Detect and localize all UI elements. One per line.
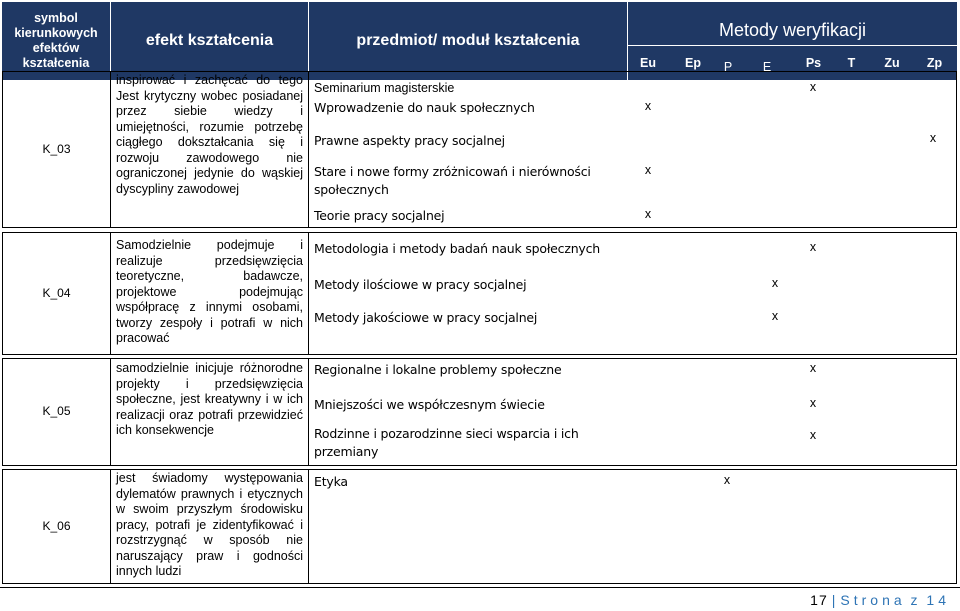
cell-divider	[308, 469, 309, 584]
subject-name: Rodzinne i pozarodzinne sieci wsparcia i ich przemiany	[314, 426, 579, 459]
header-symbol-label: symbol kierunkowych efektów kształcenia	[14, 11, 98, 70]
subject-name: Regionalne i lokalne problemy społeczne	[314, 362, 562, 377]
subject-name: Etyka	[314, 474, 348, 489]
subject-name: Metody ilościowe w pracy socjalnej	[314, 277, 527, 292]
verification-mark: x	[644, 207, 652, 221]
header-method-label: P	[723, 60, 733, 74]
cell-divider	[308, 232, 309, 355]
verification-mark: x	[771, 309, 779, 323]
effect-description: Samodzielnie podejmuje i realizuje przedsięwzięcia teoretyczne, badawcze, projektowe podejmując współpracę z innymi osobami, tworzy zespoły i potrafi w nich pracować	[116, 238, 303, 345]
header-method-label: T	[847, 56, 856, 70]
header-method-label: E	[762, 60, 772, 74]
cell-divider	[110, 232, 111, 355]
page-number: 17	[810, 592, 828, 608]
cell-divider	[110, 71, 111, 228]
subject-name: Stare i nowe formy zróżnicowań i nierówności społecznych	[314, 164, 591, 197]
verification-mark: x	[644, 99, 652, 113]
verification-mark: x	[809, 396, 817, 410]
verification-mark: x	[809, 80, 817, 94]
effect-description: jest świadomy występowania dylematów prawnych i etycznych w swoim przyszłym środowisku pracy, potrafi je zidentyfikować i rozstrzygnąć w sposób nie naruszający praw i godności innych ludzi	[116, 471, 303, 578]
footer-label: Strona	[840, 592, 906, 608]
effect-description: samodzielnie inicjuje różnorodne projekty i przedsięwzięcia społeczne, jest kreatywny i w ich realizacji oraz potrafi przewidzieć ich konsekwencje	[116, 361, 303, 437]
verification-mark: x	[809, 240, 817, 254]
cell-divider	[308, 358, 309, 466]
header-method-label: Eu	[640, 56, 656, 70]
subject-name: Mniejszości we współczesnym świecie	[314, 397, 545, 412]
verification-mark: x	[771, 276, 779, 290]
header-efekt-label: efekt kształcenia	[145, 32, 274, 49]
verification-mark: x	[723, 473, 731, 487]
header-method-label: Zp	[926, 56, 943, 70]
header-method-label: Zu	[884, 56, 900, 70]
header-przedmiot	[309, 2, 627, 80]
verification-mark: x	[929, 131, 937, 145]
effect-symbol: K_06	[42, 518, 71, 533]
page-footer	[810, 592, 950, 608]
header-przedmiot-label: przedmiot/ moduł kształcenia	[356, 32, 580, 49]
header-metody-label: Metody weryfikacji	[718, 20, 867, 40]
subject-name: Wprowadzenie do nauk społecznych	[314, 100, 535, 115]
header-method-label: Ps	[805, 56, 822, 70]
cell-divider	[110, 358, 111, 466]
footer-separator: |	[831, 592, 837, 608]
header-efekt	[111, 2, 308, 80]
footer-divider	[0, 587, 960, 588]
verification-mark: x	[809, 361, 817, 375]
header-symbol	[2, 2, 110, 80]
cell-divider	[956, 469, 957, 584]
effect-symbol: K_05	[42, 404, 71, 418]
subject-name: Teorie pracy socjalnej	[314, 208, 445, 223]
effect-description: inspirować i zachęcać do tego Jest krytyczny wobec posiadanej przez siebie wiedzy i umiejętności, rozumie potrzebę ciągłego dokształcania się i rozwoju zawodowego nie ograniczonej jedynie do wąskiej dyscypliny zawodowej	[116, 73, 303, 196]
subject-name: Metody jakościowe w pracy socjalnej	[314, 310, 538, 325]
subject-name: Seminarium magisterskie	[314, 81, 455, 95]
cell-divider	[956, 71, 957, 228]
cell-divider	[110, 469, 111, 584]
footer-total: 14	[926, 592, 950, 608]
header-metody	[628, 2, 957, 45]
subject-name: Metodologia i metody badań nauk społecznych	[314, 241, 601, 256]
cell-divider	[956, 358, 957, 466]
effect-symbol: K_03	[42, 141, 71, 156]
verification-mark: x	[644, 163, 652, 177]
subject-name: Prawne aspekty pracy socjalnej	[314, 133, 505, 148]
effect-symbol: K_04	[42, 285, 71, 300]
header-method-label: Ep	[685, 56, 701, 70]
verification-mark: x	[809, 428, 817, 442]
cell-divider	[956, 232, 957, 355]
footer-of: z	[910, 592, 922, 608]
cell-divider	[308, 71, 309, 228]
